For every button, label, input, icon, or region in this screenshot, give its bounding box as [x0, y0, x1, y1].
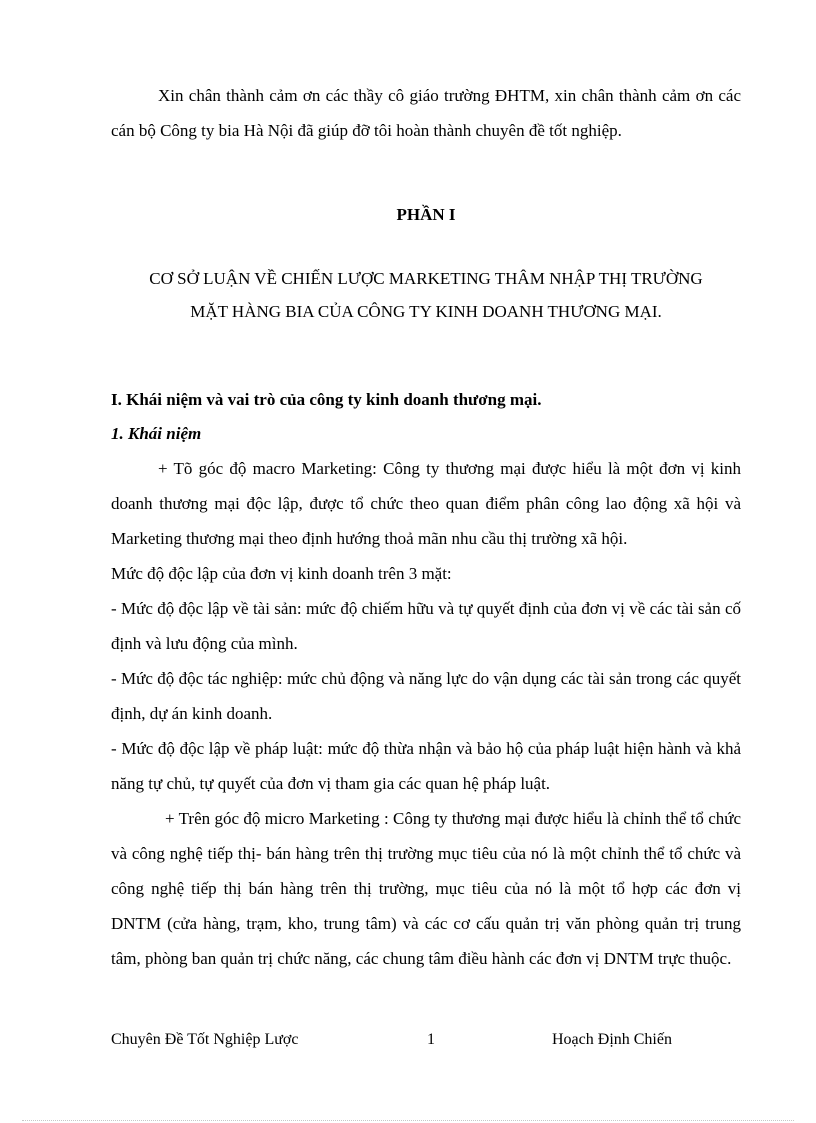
footer-left-text: Chuyên Đề Tốt Nghiệp Lược: [111, 1031, 299, 1048]
chapter-title-line-1: CƠ SỞ LUẬN VỀ CHIẾN LƯỢC MARKETING THÂM NHẬP THỊ TRƯỜNG: [149, 269, 703, 288]
chapter-title-line-2: MẶT HÀNG BIA CỦA CÔNG TY KINH DOANH THƯƠNG MẠI.: [190, 302, 662, 321]
bullet-legal: - Mức độ độc lập về pháp luật: mức độ thừa nhận và bảo hộ của pháp luật hiện hành và khả năng tự chủ, tự quyết của đơn vị tham gia các quan hệ pháp luật.: [111, 739, 741, 793]
subsection-heading: 1. Khái niệm: [111, 424, 202, 443]
section-heading: I. Khái niệm và vai trò của công ty kinh doanh thương mại.: [111, 390, 542, 409]
bullet-assets: - Mức độ độc lập về tài sản: mức độ chiếm hữu và tự quyết định của đơn vị về các tài sản cố định và lưu động của mình.: [111, 599, 741, 653]
acknowledgement-paragraph: Xin chân thành cảm ơn các thầy cô giáo trường ĐHTM, xin chân thành cảm ơn các cán bộ Công ty bia Hà Nội đã giúp đỡ tôi hoàn thành chuyên đề tốt nghiệp.: [111, 86, 741, 140]
page-bottom-edge: [22, 1120, 794, 1121]
footer-page-number: 1: [427, 1031, 435, 1048]
macro-marketing-paragraph: + Tõ góc độ macro Marketing: Công ty thương mại được hiểu là một đơn vị kinh doanh thương mại độc lập, được tổ chức theo quan điểm phân công lao động xã hội và Marketing thương mại theo định hướng thoả mãn nhu cầu thị trường xã hội.: [111, 459, 741, 548]
bullet-operations: - Mức độ độc tác nghiệp: mức chủ động và năng lực do vận dụng các tài sản trong các quyết định, dự án kinh doanh.: [111, 669, 741, 723]
body-text: [111, 451, 741, 976]
acknowledgement-block: [111, 78, 741, 148]
part-label: PHẦN I: [396, 205, 456, 224]
footer-right-text: Hoạch Định Chiến: [552, 1031, 672, 1048]
independence-intro: Mức độ độc lập của đơn vị kinh doanh trên 3 mặt:: [111, 564, 452, 583]
micro-marketing-paragraph: + Trên góc độ micro Marketing : Công ty thương mại được hiểu là chỉnh thể tổ chức và công nghệ tiếp thị- bán hàng trên thị trường mục tiêu của nó là một chỉnh thể tổ chức và công nghệ tiếp thị bán hàng trên thị trường, mục tiêu của nó là một tổ hợp các đơn vị DNTM (cửa hàng, trạm, kho, trung tâm) và các cơ cấu quản trị văn phòng quản trị trung tâm, phòng ban quản trị chức năng, các chung tâm điều hành các đơn vị DNTM trực thuộc.: [111, 809, 741, 968]
chapter-title: [111, 262, 741, 328]
